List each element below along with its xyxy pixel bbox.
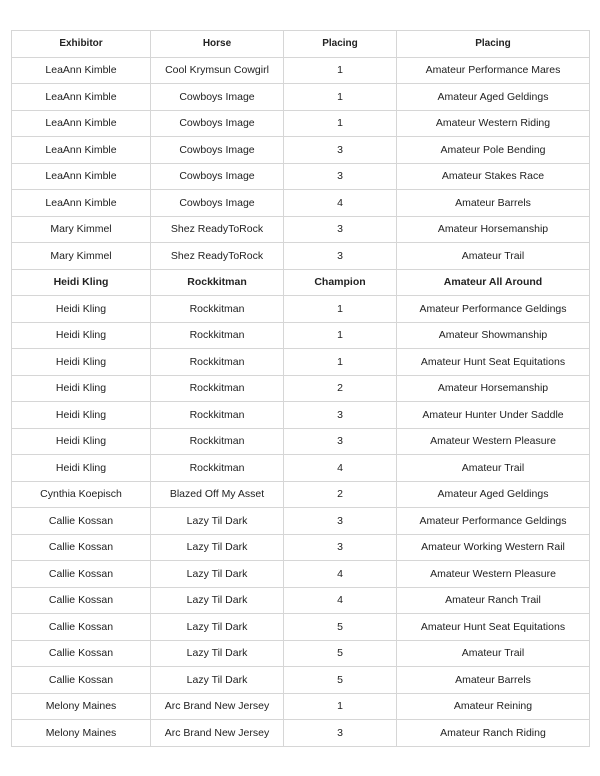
exhibitor-cell: Heidi Kling bbox=[12, 402, 151, 429]
table-row bbox=[12, 57, 590, 84]
exhibitor-cell: Heidi Kling bbox=[12, 428, 151, 455]
placing-cell: 1 bbox=[284, 322, 397, 349]
class-cell: Amateur Performance Mares bbox=[397, 57, 590, 84]
exhibitor-cell: LeaAnn Kimble bbox=[12, 84, 151, 111]
exhibitor-cell: LeaAnn Kimble bbox=[12, 57, 151, 84]
exhibitor-cell: Melony Maines bbox=[12, 720, 151, 747]
placing-cell: 3 bbox=[284, 402, 397, 429]
horse-cell: Rockkitman bbox=[151, 402, 284, 429]
exhibitor-cell: Callie Kossan bbox=[12, 561, 151, 588]
horse-cell: Rockkitman bbox=[151, 269, 284, 296]
table-row bbox=[12, 216, 590, 243]
table-row bbox=[12, 137, 590, 164]
class-cell: Amateur Hunt Seat Equitations bbox=[397, 614, 590, 641]
exhibitor-cell: Heidi Kling bbox=[12, 455, 151, 482]
table-row bbox=[12, 428, 590, 455]
placing-cell: 1 bbox=[284, 57, 397, 84]
table-row bbox=[12, 455, 590, 482]
horse-cell: Rockkitman bbox=[151, 296, 284, 323]
exhibitor-cell: Mary Kimmel bbox=[12, 243, 151, 270]
table-row bbox=[12, 614, 590, 641]
class-cell: Amateur Working Western Rail bbox=[397, 534, 590, 561]
horse-cell: Cowboys Image bbox=[151, 163, 284, 190]
class-cell: Amateur Barrels bbox=[397, 190, 590, 217]
table-row bbox=[12, 534, 590, 561]
class-cell: Amateur Ranch Trail bbox=[397, 587, 590, 614]
exhibitor-cell: Callie Kossan bbox=[12, 640, 151, 667]
table-row bbox=[12, 561, 590, 588]
class-cell: Amateur Western Riding bbox=[397, 110, 590, 137]
placing-cell: 3 bbox=[284, 428, 397, 455]
class-cell: Amateur Performance Geldings bbox=[397, 296, 590, 323]
header-placing: Placing bbox=[284, 31, 397, 58]
table-row bbox=[12, 163, 590, 190]
placing-cell: 4 bbox=[284, 455, 397, 482]
header-horse: Horse bbox=[151, 31, 284, 58]
table-row bbox=[12, 243, 590, 270]
class-cell: Amateur Pole Bending bbox=[397, 137, 590, 164]
class-cell: Amateur Ranch Riding bbox=[397, 720, 590, 747]
horse-cell: Rockkitman bbox=[151, 455, 284, 482]
exhibitor-cell: Cynthia Koepisch bbox=[12, 481, 151, 508]
table-row bbox=[12, 402, 590, 429]
placing-cell: 5 bbox=[284, 640, 397, 667]
table-body bbox=[12, 57, 590, 746]
class-cell: Amateur Stakes Race bbox=[397, 163, 590, 190]
placing-cell: 3 bbox=[284, 163, 397, 190]
class-cell: Amateur Trail bbox=[397, 455, 590, 482]
exhibitor-cell: Heidi Kling bbox=[12, 322, 151, 349]
horse-cell: Shez ReadyToRock bbox=[151, 243, 284, 270]
class-cell: Amateur Performance Geldings bbox=[397, 508, 590, 535]
horse-cell: Blazed Off My Asset bbox=[151, 481, 284, 508]
class-cell: Amateur Western Pleasure bbox=[397, 561, 590, 588]
horse-cell: Rockkitman bbox=[151, 322, 284, 349]
table-row bbox=[12, 693, 590, 720]
table-row bbox=[12, 84, 590, 111]
class-cell: Amateur Barrels bbox=[397, 667, 590, 694]
exhibitor-cell: Melony Maines bbox=[12, 693, 151, 720]
table-row bbox=[12, 640, 590, 667]
horse-cell: Rockkitman bbox=[151, 349, 284, 376]
class-cell: Amateur Aged Geldings bbox=[397, 481, 590, 508]
table-row bbox=[12, 269, 590, 296]
exhibitor-cell: LeaAnn Kimble bbox=[12, 190, 151, 217]
horse-cell: Cool Krymsun Cowgirl bbox=[151, 57, 284, 84]
horse-cell: Arc Brand New Jersey bbox=[151, 720, 284, 747]
horse-cell: Rockkitman bbox=[151, 375, 284, 402]
table-row bbox=[12, 375, 590, 402]
exhibitor-cell: Heidi Kling bbox=[12, 296, 151, 323]
class-cell: Amateur Horsemanship bbox=[397, 216, 590, 243]
class-cell: Amateur Western Pleasure bbox=[397, 428, 590, 455]
horse-cell: Lazy Til Dark bbox=[151, 561, 284, 588]
placing-cell: 1 bbox=[284, 84, 397, 111]
horse-cell: Cowboys Image bbox=[151, 137, 284, 164]
class-cell: Amateur Aged Geldings bbox=[397, 84, 590, 111]
placing-cell: 1 bbox=[284, 693, 397, 720]
table-row bbox=[12, 110, 590, 137]
horse-cell: Lazy Til Dark bbox=[151, 667, 284, 694]
class-cell: Amateur Trail bbox=[397, 640, 590, 667]
table-row bbox=[12, 508, 590, 535]
placing-cell: Champion bbox=[284, 269, 397, 296]
header-class: Placing bbox=[397, 31, 590, 58]
table-row bbox=[12, 720, 590, 747]
horse-cell: Cowboys Image bbox=[151, 190, 284, 217]
placing-cell: 3 bbox=[284, 534, 397, 561]
exhibitor-cell: LeaAnn Kimble bbox=[12, 163, 151, 190]
exhibitor-cell: Mary Kimmel bbox=[12, 216, 151, 243]
class-cell: Amateur Hunter Under Saddle bbox=[397, 402, 590, 429]
placing-cell: 4 bbox=[284, 587, 397, 614]
placing-cell: 4 bbox=[284, 561, 397, 588]
horse-cell: Shez ReadyToRock bbox=[151, 216, 284, 243]
class-cell: Amateur All Around bbox=[397, 269, 590, 296]
placing-cell: 2 bbox=[284, 481, 397, 508]
horse-cell: Cowboys Image bbox=[151, 84, 284, 111]
table-row bbox=[12, 322, 590, 349]
exhibitor-cell: Callie Kossan bbox=[12, 667, 151, 694]
placing-cell: 4 bbox=[284, 190, 397, 217]
exhibitor-cell: Callie Kossan bbox=[12, 587, 151, 614]
exhibitor-cell: LeaAnn Kimble bbox=[12, 110, 151, 137]
placing-cell: 1 bbox=[284, 349, 397, 376]
table-row bbox=[12, 296, 590, 323]
header-exhibitor: Exhibitor bbox=[12, 31, 151, 58]
horse-cell: Rockkitman bbox=[151, 428, 284, 455]
placing-cell: 3 bbox=[284, 720, 397, 747]
class-cell: Amateur Reining bbox=[397, 693, 590, 720]
horse-cell: Lazy Til Dark bbox=[151, 640, 284, 667]
table-header bbox=[12, 31, 590, 58]
exhibitor-cell: Heidi Kling bbox=[12, 349, 151, 376]
table-row bbox=[12, 349, 590, 376]
horse-cell: Lazy Til Dark bbox=[151, 587, 284, 614]
class-cell: Amateur Hunt Seat Equitations bbox=[397, 349, 590, 376]
placing-cell: 3 bbox=[284, 137, 397, 164]
horse-cell: Lazy Til Dark bbox=[151, 508, 284, 535]
placing-cell: 5 bbox=[284, 667, 397, 694]
placing-cell: 3 bbox=[284, 508, 397, 535]
placing-cell: 1 bbox=[284, 296, 397, 323]
exhibitor-cell: LeaAnn Kimble bbox=[12, 137, 151, 164]
exhibitor-cell: Callie Kossan bbox=[12, 534, 151, 561]
class-cell: Amateur Horsemanship bbox=[397, 375, 590, 402]
horse-cell: Cowboys Image bbox=[151, 110, 284, 137]
horse-cell: Arc Brand New Jersey bbox=[151, 693, 284, 720]
placing-cell: 2 bbox=[284, 375, 397, 402]
class-cell: Amateur Showmanship bbox=[397, 322, 590, 349]
exhibitor-cell: Heidi Kling bbox=[12, 269, 151, 296]
horse-cell: Lazy Til Dark bbox=[151, 534, 284, 561]
exhibitor-cell: Callie Kossan bbox=[12, 508, 151, 535]
exhibitor-cell: Callie Kossan bbox=[12, 614, 151, 641]
placing-cell: 1 bbox=[284, 110, 397, 137]
results-table bbox=[11, 30, 590, 747]
table-row bbox=[12, 481, 590, 508]
placing-cell: 5 bbox=[284, 614, 397, 641]
table-row bbox=[12, 587, 590, 614]
placing-cell: 3 bbox=[284, 243, 397, 270]
horse-cell: Lazy Til Dark bbox=[151, 614, 284, 641]
header-row bbox=[12, 31, 590, 58]
table-row bbox=[12, 190, 590, 217]
class-cell: Amateur Trail bbox=[397, 243, 590, 270]
exhibitor-cell: Heidi Kling bbox=[12, 375, 151, 402]
table-row bbox=[12, 667, 590, 694]
placing-cell: 3 bbox=[284, 216, 397, 243]
